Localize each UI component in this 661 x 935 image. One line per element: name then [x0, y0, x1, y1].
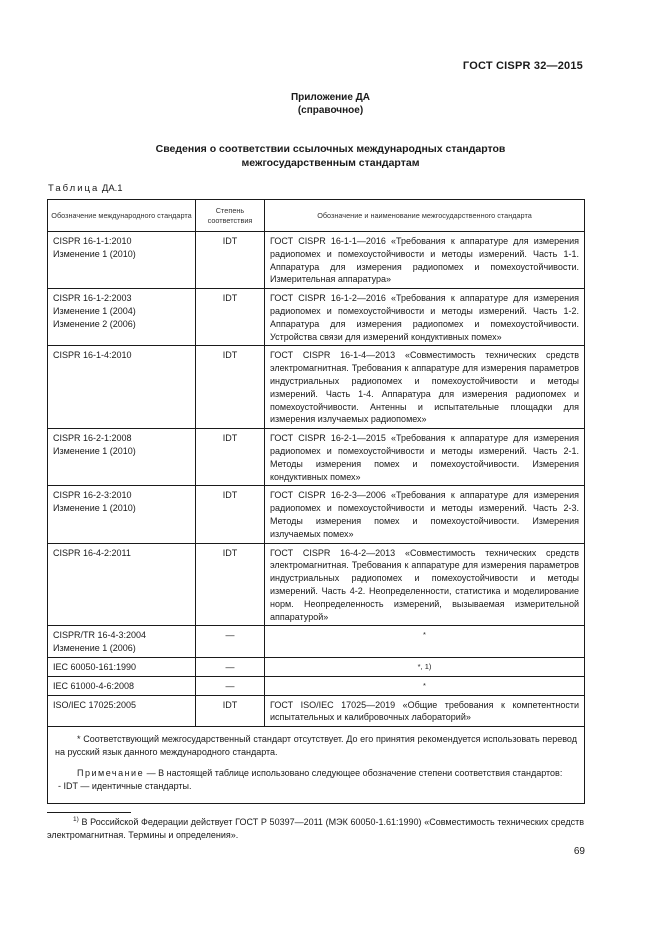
table-row: [48, 626, 585, 658]
header-interstate-standard: Обозначение и наименование межгосударственного стандарта: [265, 200, 585, 232]
interstate-standard-cell: ГОСТ CISPR 16-4-2—2013 «Совместимость технических средств электромагнитная. Требования к аппаратуре для измерения параметров индустриальных радиопомех и помехоустойчивости и методы измерений. Часть 4-2. Неопределенности, статистика и моделирование норм. Неопределенность измерений, вызываемая измерительной аппаратурой»: [265, 543, 585, 626]
interstate-standard-cell: ГОСТ ISO/IEC 17025—2019 «Общие требования к компетентности испытательных и калибровочных лабораторий»: [265, 695, 585, 727]
intl-designation: CISPR 16-2-1:2008: [53, 433, 132, 444]
annex-heading: [0, 91, 661, 117]
intl-standard-cell: [48, 429, 196, 486]
annex-title: Приложение ДА: [290, 92, 371, 103]
document-title-line-2: межгосударственным стандартам: [241, 157, 420, 169]
table-row: [48, 543, 585, 626]
footnote-separator: [47, 812, 131, 813]
intl-standard-cell: [48, 346, 196, 429]
intl-amendment: Изменение 1 (2010): [53, 445, 136, 456]
degree-cell: IDT: [196, 232, 265, 289]
table-notes-cell: [48, 727, 585, 804]
table-caption-id: ДА.1: [101, 183, 123, 194]
document-title-line-1: Сведения о соответствии ссылочных международных стандартов: [155, 143, 506, 155]
degree-cell: IDT: [196, 429, 265, 486]
interstate-standard-cell: ГОСТ CISPR 16-2-1—2015 «Требования к аппаратуре для измерения радиопомех и помехоустойчивости и методы измерений. Часть 2-1. Методы измерения помех и помехоустойчивости. Измерения кондуктивных помех»: [265, 429, 585, 486]
table-row: [48, 346, 585, 429]
intl-designation: IEC 61000-4-6:2008: [53, 680, 135, 691]
intl-designation: ISO/IEC 17025:2005: [53, 699, 137, 710]
intl-amendment: Изменение 1 (2004): [53, 305, 136, 316]
interstate-standard-cell: ГОСТ CISPR 16-1-1—2016 «Требования к аппаратуре для измерения радиопомех и помехоустойчивости и методы измерений. Часть 1-1. Аппаратура для измерения радиопомех и помехоустойчивости. Измерительная аппаратура»: [265, 232, 585, 289]
table-row: [48, 289, 585, 346]
document-header: ГОСТ CISPR 32—2015: [462, 60, 583, 72]
table-row: [48, 232, 585, 289]
table-notes-row: [48, 727, 585, 804]
table-row: [48, 676, 585, 695]
footnote-text: В Российской Федерации действует ГОСТ Р 50397—2011 (МЭК 60050-1.61:1990) «Совместимость технических средств электромагнитная. Термины и определения».: [47, 817, 584, 840]
correspondence-table: [47, 199, 585, 804]
intl-designation: CISPR/TR 16-4-3:2004: [53, 630, 147, 641]
intl-amendment: Изменение 1 (2010): [53, 248, 136, 259]
intl-designation: CISPR 16-1-4:2010: [53, 350, 132, 361]
intl-designation: CISPR 16-1-1:2010: [53, 236, 132, 246]
table-row: [48, 695, 585, 727]
interstate-standard-cell: *, 1): [265, 657, 585, 676]
table-row: [48, 429, 585, 486]
table-row: [48, 657, 585, 676]
page-number: 69: [573, 846, 585, 857]
interstate-standard-cell: ГОСТ CISPR 16-1-4—2013 «Совместимость технических средств электромагнитная. Требования к аппаратуре для измерения параметров индустриальных радиопомех и помехоустойчивости и методы измерений. Часть 1-4. Аппаратура для измерения радиопомех и помехоустойчивости. Антенны и испытательные площадки для измерения излучаемых радиопомех»: [265, 346, 585, 429]
intl-standard-cell: [48, 626, 196, 658]
intl-amendment: Изменение 1 (2006): [53, 643, 136, 654]
degree-cell: —: [196, 657, 265, 676]
table-header-row: [48, 200, 585, 232]
document-title: [0, 142, 661, 170]
table-row: [48, 486, 585, 543]
intl-designation: CISPR 16-2-3:2010: [53, 490, 132, 501]
table-note: [55, 767, 577, 780]
interstate-standard-cell: *: [265, 626, 585, 658]
intl-amendment: Изменение 1 (2010): [53, 503, 136, 514]
note-text: — В настоящей таблице использовано следующее обозначение степени соответствия стандартов:: [144, 768, 563, 779]
degree-cell: —: [196, 676, 265, 695]
interstate-standard-cell: ГОСТ CISPR 16-1-2—2016 «Требования к аппаратуре для измерения радиопомех и помехоустойчивости и методы измерений. Часть 1-2. Аппаратура для измерения радиопомех и помехоустойчивости. Устройства связи для измерений кондуктивных помех»: [265, 289, 585, 346]
degree-cell: IDT: [196, 543, 265, 626]
intl-designation: IEC 60050-161:1990: [53, 661, 137, 672]
header-degree: Степень соответствия: [196, 200, 265, 232]
intl-designation: CISPR 16-1-2:2003: [53, 293, 132, 304]
table-caption-word: Таблица: [48, 183, 100, 194]
intl-standard-cell: [48, 676, 196, 695]
intl-standard-cell: [48, 657, 196, 676]
intl-designation: CISPR 16-4-2:2011: [53, 547, 131, 558]
intl-standard-cell: [48, 486, 196, 543]
intl-standard-cell: [48, 543, 196, 626]
table-caption: [48, 183, 123, 194]
intl-amendment: Изменение 2 (2006): [53, 318, 136, 329]
interstate-standard-cell: ГОСТ CISPR 16-2-3—2006 «Требования к аппаратуре для измерения радиопомех и помехоустойчивости и методы измерений. Часть 2-3. Методы измерения помех и помехоустойчивости. Измерения излучаемых помех»: [265, 486, 585, 543]
asterisk-note: * Соответствующий межгосударственный стандарт отсутствует. До его принятия рекомендуется использовать перевод на русский язык данного международного стандарта.: [55, 734, 577, 758]
intl-standard-cell: [48, 232, 196, 289]
intl-standard-cell: [48, 695, 196, 727]
degree-cell: IDT: [196, 486, 265, 543]
footnote-mark: 1): [73, 816, 79, 823]
intl-standard-cell: [48, 289, 196, 346]
degree-cell: IDT: [196, 346, 265, 429]
note-label: Примечание: [77, 768, 145, 779]
interstate-standard-cell: *: [265, 676, 585, 695]
header-international-standard: Обозначение международного стандарта: [48, 200, 196, 232]
annex-subtitle: (справочное): [297, 105, 364, 116]
idt-definition: - IDT — идентичные стандарты.: [58, 781, 192, 792]
degree-cell: IDT: [196, 289, 265, 346]
footnote: [47, 816, 584, 842]
degree-cell: —: [196, 626, 265, 658]
degree-cell: IDT: [196, 695, 265, 727]
